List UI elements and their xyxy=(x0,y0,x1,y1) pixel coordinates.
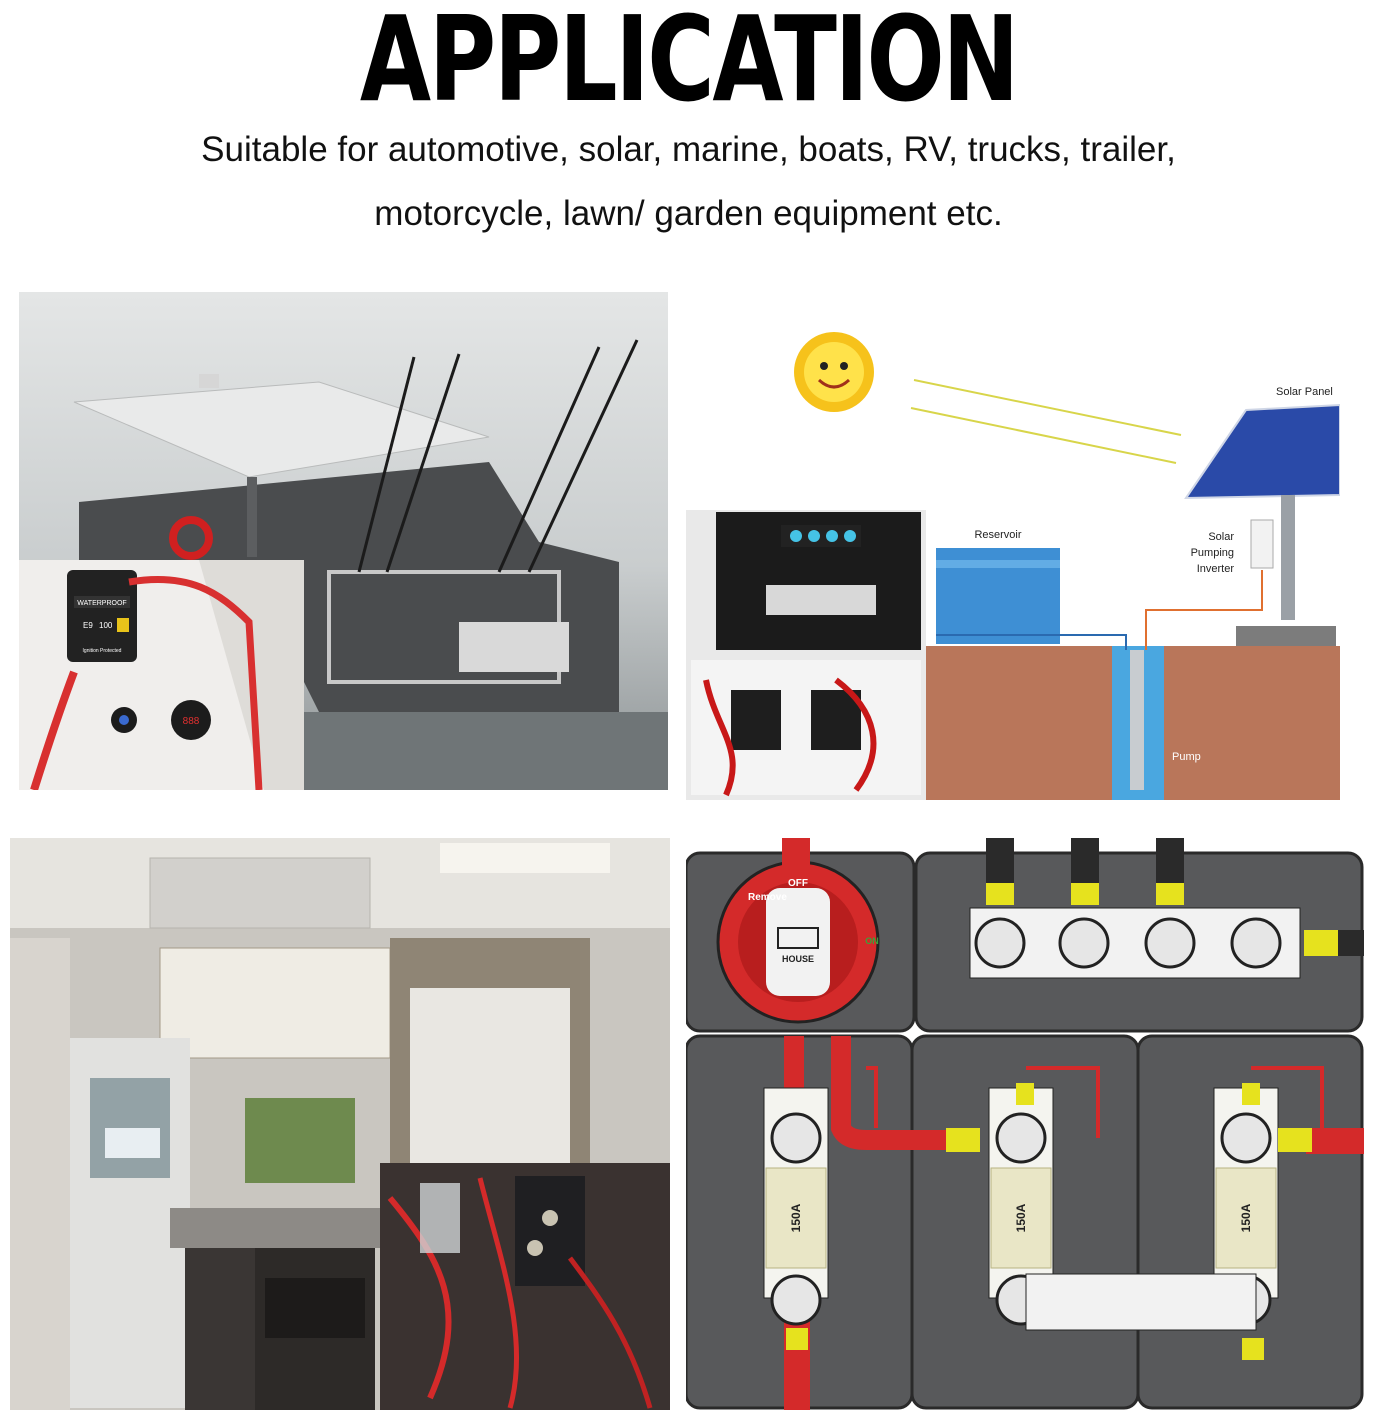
pump-label: Pump xyxy=(1172,751,1201,763)
switch-house-text: HOUSE xyxy=(781,954,815,964)
fuse-2-rating: 150A xyxy=(1014,1203,1028,1233)
fuse-1-rating: 150A xyxy=(789,1203,803,1233)
breaker-e9-text: E9 xyxy=(83,621,93,630)
fuse-3-rating: 150A xyxy=(1239,1203,1253,1233)
voltmeter-display: 888 xyxy=(182,716,200,727)
solar-panel-label: Solar Panel xyxy=(1276,386,1333,398)
switch-on-text: ON xyxy=(865,936,879,946)
sun-icon xyxy=(794,332,874,412)
subtitle-line-2: motorcycle, lawn/ garden equipment etc. xyxy=(374,194,1003,233)
switch-off-text: OFF xyxy=(788,878,808,889)
inverter-label-1: Solar xyxy=(1208,531,1234,543)
solar-pump-diagram xyxy=(686,330,1340,800)
inverter-label-3: Inverter xyxy=(1196,563,1234,575)
page-title: APPLICATION xyxy=(359,0,1018,128)
switch-fuse-diagram xyxy=(686,838,1364,1410)
boat-application-photo xyxy=(19,292,668,790)
rv-interior-photo xyxy=(10,838,670,1410)
inverter-label-2: Pumping xyxy=(1190,547,1234,559)
reservoir-label: Reservoir xyxy=(974,529,1022,541)
subtitle-line-1: Suitable for automotive, solar, marine, boats, RV, trucks, trailer, xyxy=(201,130,1176,169)
breaker-waterproof-text: WATERPROOF xyxy=(77,600,127,607)
switch-remove-text: Remove xyxy=(748,892,787,903)
breaker-ignition-text: Ignition Protected xyxy=(82,648,122,654)
breaker-rating-text: 100 xyxy=(99,621,113,630)
